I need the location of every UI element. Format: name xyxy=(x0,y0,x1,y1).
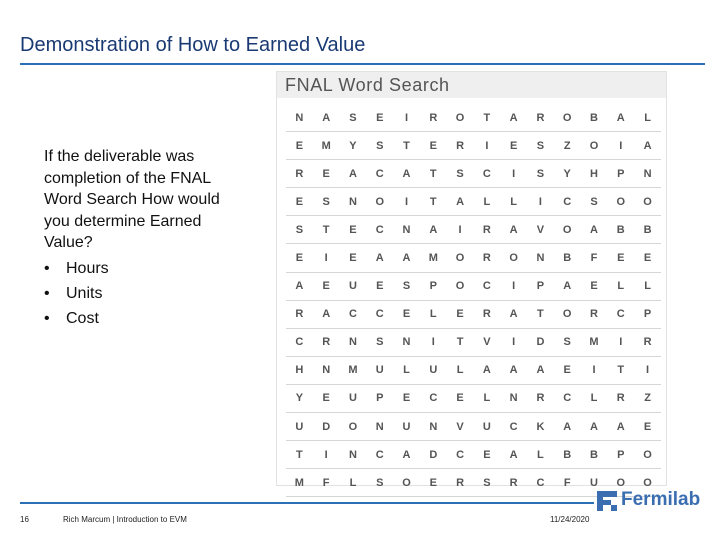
grid-letter: U xyxy=(366,356,393,384)
grid-letter: A xyxy=(313,300,340,328)
grid-letter: I xyxy=(393,188,420,216)
grid-letter: O xyxy=(607,188,634,216)
grid-letter: C xyxy=(366,216,393,244)
grid-letter: T xyxy=(447,328,474,356)
grid-letter: P xyxy=(607,441,634,469)
grid-letter: I xyxy=(500,272,527,300)
grid-letter: S xyxy=(527,132,554,160)
grid-letter: E xyxy=(393,384,420,412)
grid-letter: Y xyxy=(286,384,313,412)
logo-text: Fermilab xyxy=(621,489,701,510)
grid-letter: A xyxy=(500,104,527,132)
grid-letter: B xyxy=(607,216,634,244)
grid-row xyxy=(286,272,661,300)
grid-letter: T xyxy=(286,441,313,469)
grid-letter: T xyxy=(420,188,447,216)
grid-letter: Y xyxy=(340,132,367,160)
grid-letter: O xyxy=(581,132,608,160)
grid-letter: L xyxy=(340,469,367,497)
grid-letter: L xyxy=(634,104,661,132)
footer-author: Rich Marcum | Introduction to EVM xyxy=(63,515,187,524)
grid-letter: B xyxy=(634,216,661,244)
grid-letter: C xyxy=(554,384,581,412)
grid-letter: E xyxy=(340,244,367,272)
grid-letter: A xyxy=(500,441,527,469)
grid-letter: O xyxy=(500,244,527,272)
grid-letter: E xyxy=(340,216,367,244)
grid-letter: A xyxy=(607,104,634,132)
grid-letter: A xyxy=(581,413,608,441)
grid-letter: O xyxy=(554,216,581,244)
grid-letter: I xyxy=(634,356,661,384)
grid-letter: P xyxy=(634,300,661,328)
grid-letter: E xyxy=(420,469,447,497)
grid-letter: C xyxy=(286,328,313,356)
grid-letter: C xyxy=(473,272,500,300)
grid-letter: R xyxy=(473,244,500,272)
grid-letter: A xyxy=(393,244,420,272)
grid-letter: E xyxy=(420,132,447,160)
grid-letter: O xyxy=(554,300,581,328)
grid-letter: B xyxy=(554,441,581,469)
slide-title: Demonstration of How to Earned Value xyxy=(20,34,366,56)
page-number: 16 xyxy=(20,515,29,524)
grid-letter: N xyxy=(340,188,367,216)
grid-letter: D xyxy=(420,441,447,469)
grid-letter: M xyxy=(313,132,340,160)
grid-letter: N xyxy=(340,328,367,356)
grid-letter: M xyxy=(581,328,608,356)
grid-letter: N xyxy=(313,356,340,384)
grid-letter: P xyxy=(420,272,447,300)
bullet-item: • Hours xyxy=(44,258,224,279)
grid-row xyxy=(286,216,661,244)
grid-letter: A xyxy=(634,132,661,160)
grid-letter: A xyxy=(286,272,313,300)
grid-letter: U xyxy=(393,413,420,441)
grid-letter: C xyxy=(366,300,393,328)
grid-letter: B xyxy=(554,244,581,272)
grid-letter: I xyxy=(420,328,447,356)
grid-letter: O xyxy=(607,469,634,497)
grid-letter: V xyxy=(527,216,554,244)
grid-letter: I xyxy=(313,441,340,469)
grid-letter: R xyxy=(473,300,500,328)
grid-letter: S xyxy=(554,328,581,356)
grid-letter: E xyxy=(286,132,313,160)
grid-letter: I xyxy=(313,244,340,272)
grid-letter: C xyxy=(554,188,581,216)
grid-letter: O xyxy=(447,104,474,132)
grid-letter: N xyxy=(527,244,554,272)
grid-letter: O xyxy=(447,272,474,300)
grid-letter: O xyxy=(634,188,661,216)
grid-letter: Z xyxy=(554,132,581,160)
grid-letter: E xyxy=(634,413,661,441)
grid-letter: S xyxy=(366,132,393,160)
grid-letter: D xyxy=(527,328,554,356)
grid-letter: T xyxy=(393,132,420,160)
word-search-title: FNAL Word Search xyxy=(285,75,450,95)
grid-letter: M xyxy=(286,469,313,497)
grid-letter: O xyxy=(393,469,420,497)
grid-letter: I xyxy=(447,216,474,244)
grid-letter: E xyxy=(607,244,634,272)
grid-letter: N xyxy=(500,384,527,412)
grid-row xyxy=(286,160,661,188)
grid-letter: N xyxy=(393,328,420,356)
grid-letter: I xyxy=(500,328,527,356)
grid-letter: U xyxy=(340,384,367,412)
word-search-header xyxy=(277,72,666,98)
grid-letter: A xyxy=(393,160,420,188)
grid-letter: A xyxy=(313,104,340,132)
grid-letter: H xyxy=(581,160,608,188)
title-divider xyxy=(20,63,705,65)
grid-letter: T xyxy=(473,104,500,132)
grid-letter: S xyxy=(286,216,313,244)
grid-letter: L xyxy=(473,384,500,412)
grid-letter: A xyxy=(393,441,420,469)
grid-letter: S xyxy=(313,188,340,216)
grid-letter: R xyxy=(527,384,554,412)
grid-letter: U xyxy=(340,272,367,300)
grid-letter: L xyxy=(581,384,608,412)
grid-letter: T xyxy=(527,300,554,328)
body-question: If the deliverable was completion of the FNAL Word Search How would you determine Earned Value? xyxy=(44,148,220,251)
grid-letter: R xyxy=(286,160,313,188)
grid-letter: L xyxy=(634,272,661,300)
grid-letter: L xyxy=(473,188,500,216)
grid-letter: A xyxy=(554,272,581,300)
grid-letter: E xyxy=(500,132,527,160)
grid-row xyxy=(286,104,661,132)
grid-letter: E xyxy=(447,300,474,328)
grid-letter: O xyxy=(340,413,367,441)
grid-letter: M xyxy=(420,244,447,272)
fermilab-logo xyxy=(597,490,707,514)
grid-letter: R xyxy=(286,300,313,328)
bullet-item: • Units xyxy=(44,283,224,304)
grid-letter: I xyxy=(607,132,634,160)
grid-letter: S xyxy=(393,272,420,300)
grid-letter: V xyxy=(473,328,500,356)
grid-letter: I xyxy=(581,356,608,384)
grid-letter: F xyxy=(554,469,581,497)
bullet-item: • Cost xyxy=(44,308,224,329)
grid-row xyxy=(286,384,661,412)
grid-letter: R xyxy=(473,216,500,244)
grid-letter: O xyxy=(447,244,474,272)
grid-letter: R xyxy=(634,328,661,356)
grid-letter: F xyxy=(313,469,340,497)
footer-date: 11/24/2020 xyxy=(550,515,590,524)
grid-letter: A xyxy=(527,356,554,384)
grid-letter: E xyxy=(286,244,313,272)
grid-letter: T xyxy=(420,160,447,188)
word-search-grid xyxy=(286,104,661,497)
grid-letter: U xyxy=(473,413,500,441)
fermilab-logo-icon xyxy=(597,491,617,511)
bullet-list xyxy=(44,258,224,329)
grid-letter: C xyxy=(340,300,367,328)
grid-letter: T xyxy=(313,216,340,244)
grid-letter: E xyxy=(313,384,340,412)
grid-letter: A xyxy=(366,244,393,272)
grid-letter: A xyxy=(500,300,527,328)
grid-letter: D xyxy=(313,413,340,441)
grid-letter: E xyxy=(554,356,581,384)
grid-letter: E xyxy=(634,244,661,272)
grid-row xyxy=(286,356,661,384)
grid-letter: A xyxy=(420,216,447,244)
grid-letter: C xyxy=(607,300,634,328)
grid-letter: E xyxy=(473,441,500,469)
grid-letter: A xyxy=(500,356,527,384)
grid-letter: N xyxy=(366,413,393,441)
grid-letter: C xyxy=(447,441,474,469)
grid-letter: L xyxy=(447,356,474,384)
grid-letter: P xyxy=(527,272,554,300)
grid-letter: A xyxy=(554,413,581,441)
grid-letter: E xyxy=(313,160,340,188)
grid-letter: O xyxy=(634,441,661,469)
grid-letter: V xyxy=(447,413,474,441)
grid-row xyxy=(286,328,661,356)
grid-letter: E xyxy=(581,272,608,300)
grid-letter: S xyxy=(340,104,367,132)
grid-letter: E xyxy=(286,188,313,216)
grid-letter: R xyxy=(527,104,554,132)
grid-letter: I xyxy=(607,328,634,356)
grid-letter: S xyxy=(366,328,393,356)
grid-letter: E xyxy=(366,104,393,132)
grid-row xyxy=(286,188,661,216)
grid-letter: H xyxy=(286,356,313,384)
grid-letter: N xyxy=(393,216,420,244)
grid-letter: N xyxy=(286,104,313,132)
grid-letter: A xyxy=(473,356,500,384)
grid-letter: R xyxy=(581,300,608,328)
grid-letter: A xyxy=(447,188,474,216)
grid-letter: C xyxy=(420,384,447,412)
grid-row xyxy=(286,441,661,469)
grid-letter: L xyxy=(607,272,634,300)
grid-letter: L xyxy=(500,188,527,216)
grid-letter: L xyxy=(527,441,554,469)
grid-letter: U xyxy=(581,469,608,497)
grid-letter: R xyxy=(500,469,527,497)
grid-letter: R xyxy=(447,132,474,160)
grid-letter: I xyxy=(500,160,527,188)
grid-letter: B xyxy=(581,104,608,132)
grid-letter: C xyxy=(366,160,393,188)
grid-letter: M xyxy=(340,356,367,384)
grid-letter: B xyxy=(581,441,608,469)
grid-letter: R xyxy=(313,328,340,356)
grid-letter: E xyxy=(393,300,420,328)
grid-letter: S xyxy=(473,469,500,497)
grid-letter: S xyxy=(581,188,608,216)
grid-row xyxy=(286,132,661,160)
body-text-block xyxy=(44,146,224,333)
grid-letter: L xyxy=(393,356,420,384)
grid-letter: C xyxy=(500,413,527,441)
grid-letter: O xyxy=(366,188,393,216)
grid-letter: C xyxy=(366,441,393,469)
grid-letter: U xyxy=(420,356,447,384)
grid-letter: L xyxy=(420,300,447,328)
grid-letter: O xyxy=(554,104,581,132)
grid-letter: Z xyxy=(634,384,661,412)
grid-letter: P xyxy=(366,384,393,412)
grid-letter: S xyxy=(447,160,474,188)
grid-letter: C xyxy=(527,469,554,497)
grid-letter: Y xyxy=(554,160,581,188)
grid-letter: S xyxy=(527,160,554,188)
grid-letter: E xyxy=(366,272,393,300)
grid-letter: A xyxy=(500,216,527,244)
grid-letter: I xyxy=(473,132,500,160)
grid-letter: A xyxy=(581,216,608,244)
grid-letter: I xyxy=(393,104,420,132)
grid-letter: O xyxy=(634,469,661,497)
grid-letter: R xyxy=(607,384,634,412)
footer-divider xyxy=(20,502,594,504)
grid-letter: A xyxy=(340,160,367,188)
grid-letter: P xyxy=(607,160,634,188)
grid-letter: I xyxy=(527,188,554,216)
grid-letter: N xyxy=(634,160,661,188)
grid-letter: N xyxy=(420,413,447,441)
grid-letter: U xyxy=(286,413,313,441)
grid-letter: C xyxy=(473,160,500,188)
grid-letter: E xyxy=(447,384,474,412)
grid-letter: E xyxy=(313,272,340,300)
grid-letter: N xyxy=(340,441,367,469)
grid-letter: A xyxy=(607,413,634,441)
grid-letter: R xyxy=(420,104,447,132)
grid-letter: F xyxy=(581,244,608,272)
grid-letter: K xyxy=(527,413,554,441)
grid-letter: R xyxy=(447,469,474,497)
grid-row xyxy=(286,413,661,441)
grid-letter: T xyxy=(607,356,634,384)
word-search-image xyxy=(276,71,667,489)
grid-letter: S xyxy=(366,469,393,497)
grid-row xyxy=(286,244,661,272)
grid-row xyxy=(286,300,661,328)
